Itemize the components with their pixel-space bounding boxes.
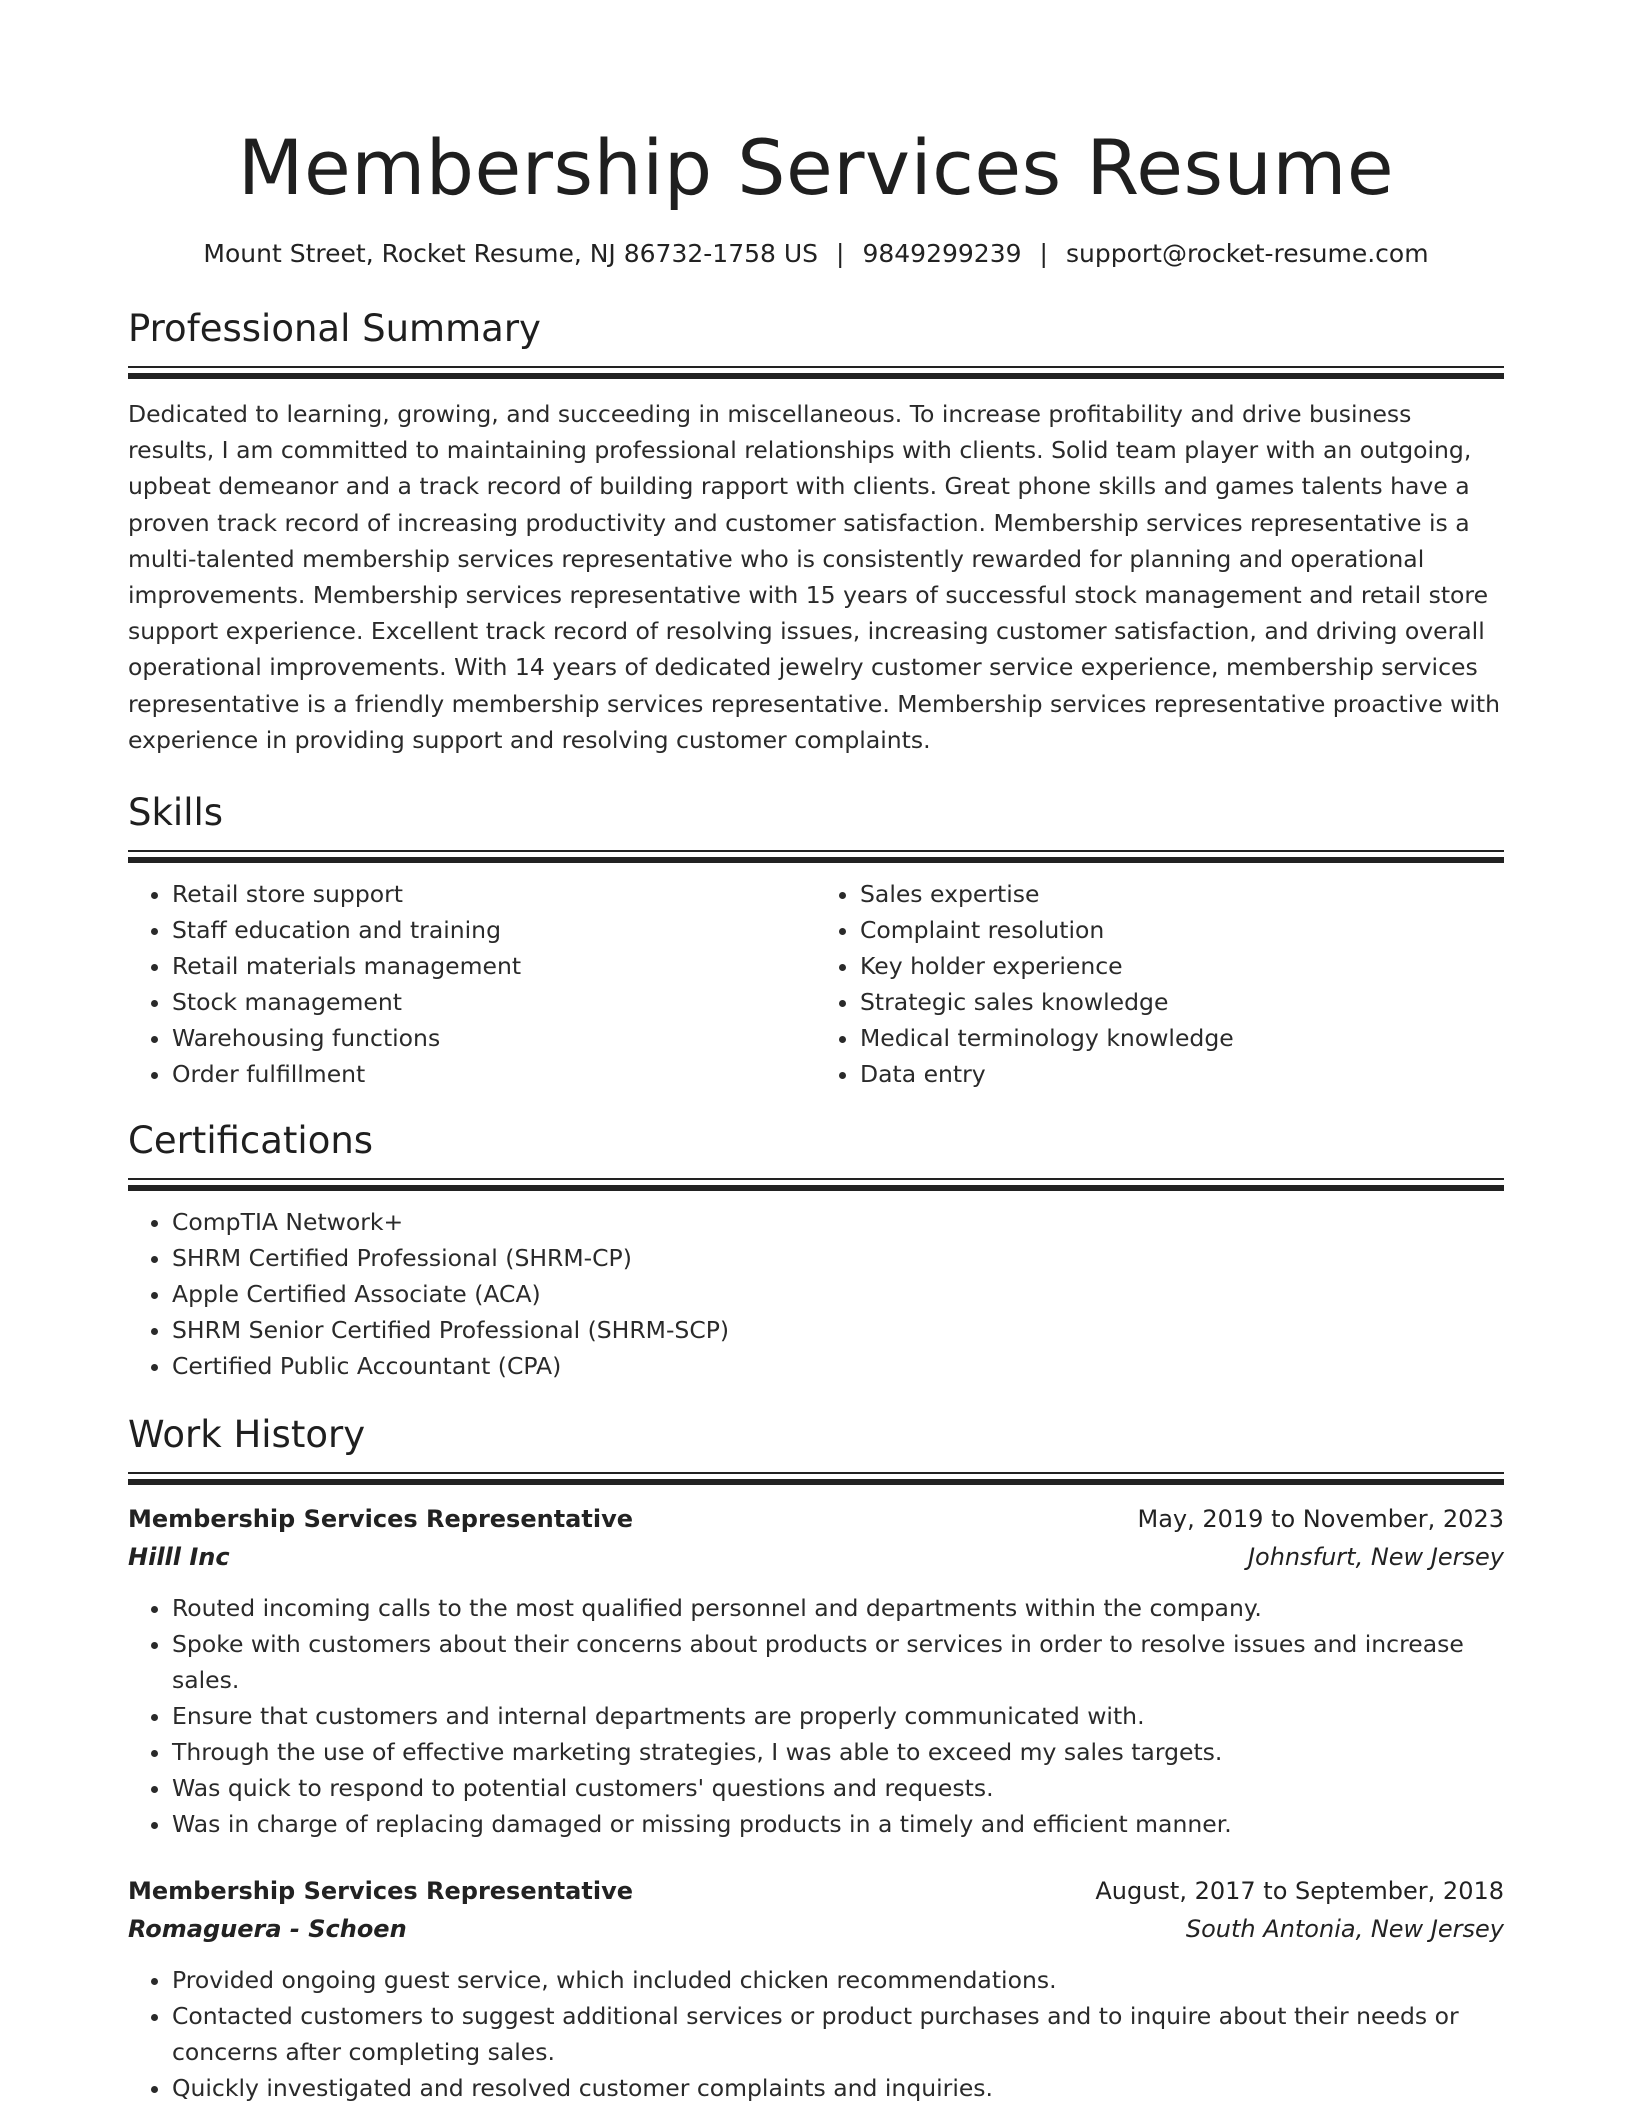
job-location: Johnsfurt, New Jersey	[1247, 1543, 1504, 1572]
job-bullet: • Through the use of effective marketing strategies, I was able to exceed my sales targets.	[172, 1734, 1504, 1770]
job-bullets	[128, 1590, 1504, 1842]
skills-grid	[128, 876, 1504, 1092]
skill-item: • Data entry	[860, 1056, 1504, 1092]
contact-separator: |	[1039, 239, 1048, 268]
contact-address: Mount Street, Rocket Resume, NJ 86732-1758 US	[203, 239, 819, 268]
job-bullet: • Routed incoming calls to the most qualified personnel and departments within the company.	[172, 1590, 1504, 1626]
skill-item: • Warehousing functions	[172, 1020, 816, 1056]
contact-phone: 9849299239	[862, 239, 1022, 268]
job-bullet: • Provided ongoing guest service, which included chicken recommendations.	[172, 1962, 1504, 1998]
job-dates: August, 2017 to September, 2018	[1095, 1877, 1504, 1906]
job-subheader	[128, 1910, 1504, 1948]
certification-item: • SHRM Certified Professional (SHRM-CP)	[172, 1240, 1504, 1276]
skill-item: • Strategic sales knowledge	[860, 984, 1504, 1020]
skill-item: • Complaint resolution	[860, 912, 1504, 948]
section-divider	[128, 850, 1504, 864]
skill-item: • Medical terminology knowledge	[860, 1020, 1504, 1056]
skill-item: • Order fulfillment	[172, 1056, 816, 1092]
job-bullet: • Quickly investigated and resolved customer complaints and inquiries.	[172, 2070, 1504, 2106]
skill-item: • Sales expertise	[860, 876, 1504, 912]
skills-right-list	[816, 876, 1504, 1092]
job-title: Membership Services Representative	[128, 1505, 633, 1534]
resume-title: Membership Services Resume	[237, 123, 1395, 212]
job-header	[128, 1872, 1504, 1910]
job-bullet: • Contacted customers to suggest additional services or product purchases and to inquire about their needs or concerns after completing sales.	[172, 1998, 1504, 2070]
job-bullet: • Was in charge of replacing damaged or missing products in a timely and efficient manner.	[172, 1806, 1504, 1842]
contact-email: support@rocket-resume.com	[1065, 239, 1429, 268]
certifications-section	[128, 1118, 1504, 1384]
skills-section	[128, 790, 1504, 1092]
section-heading: Certifications	[128, 1119, 374, 1163]
certification-item: • Certified Public Accountant (CPA)	[172, 1348, 1504, 1384]
contact-line	[128, 238, 1504, 270]
section-divider	[128, 1178, 1504, 1192]
section-divider	[128, 1472, 1504, 1486]
certification-item: • SHRM Senior Certified Professional (SHRM-SCP)	[172, 1312, 1504, 1348]
job-bullets	[128, 1962, 1504, 2106]
work-history-section	[128, 1412, 1504, 2106]
job-bullet: • Ensure that customers and internal departments are properly communicated with.	[172, 1698, 1504, 1734]
skills-left-list	[128, 876, 816, 1092]
section-heading: Skills	[128, 791, 224, 835]
job-subheader	[128, 1538, 1504, 1576]
job-dates: May, 2019 to November, 2023	[1137, 1505, 1504, 1534]
certification-item: • CompTIA Network+	[172, 1204, 1504, 1240]
job-company: Romaguera - Schoen	[128, 1915, 407, 1944]
job-entry	[128, 1500, 1504, 1842]
job-location: South Antonia, New Jersey	[1185, 1915, 1504, 1944]
skill-item: • Stock management	[172, 984, 816, 1020]
section-heading: Professional Summary	[128, 307, 541, 350]
job-bullet: • Spoke with customers about their concerns about products or services in order to resolve issues and increase sales.	[172, 1626, 1504, 1698]
job-header	[128, 1500, 1504, 1538]
job-bullet: • Was quick to respond to potential customers' questions and requests.	[172, 1770, 1504, 1806]
summary-section	[128, 306, 1504, 758]
job-title: Membership Services Representative	[128, 1877, 633, 1906]
certifications-list	[128, 1204, 1504, 1384]
section-heading: Work History	[128, 1413, 366, 1457]
skill-item: • Retail materials management	[172, 948, 816, 984]
section-divider	[128, 366, 1504, 380]
skill-item: • Retail store support	[172, 876, 816, 912]
certification-item: • Apple Certified Associate (ACA)	[172, 1276, 1504, 1312]
summary-text: Dedicated to learning, growing, and succeeding in miscellaneous. To increase profitability and drive business results, I am committed to maintaining professional relationships with clients. Solid team player with an outgoing, upbeat demeanor and a track record of building rapport with clients. Great phone skills and games talents have a proven track record of increasing productivity and customer satisfaction. Membership services representative is a multi-talented membership services representative who is consistently rewarded for planning and operational improvements. Membership services representative with 15 years of successful stock management and retail store support experience. Excellent track record of resolving issues, increasing customer satisfaction, and driving overall operational improvements. With 14 years of dedicated jewelry customer service experience, membership services representative is a friendly membership services representative. Membership services representative proactive with experience in providing support and resolving customer complaints.	[128, 400, 1500, 754]
job-entry	[128, 1872, 1504, 2106]
skill-item: • Key holder experience	[860, 948, 1504, 984]
skill-item: • Staff education and training	[172, 912, 816, 948]
job-company: Hilll Inc	[128, 1543, 230, 1572]
contact-separator: |	[836, 239, 845, 268]
resume-page	[128, 0, 1504, 2106]
